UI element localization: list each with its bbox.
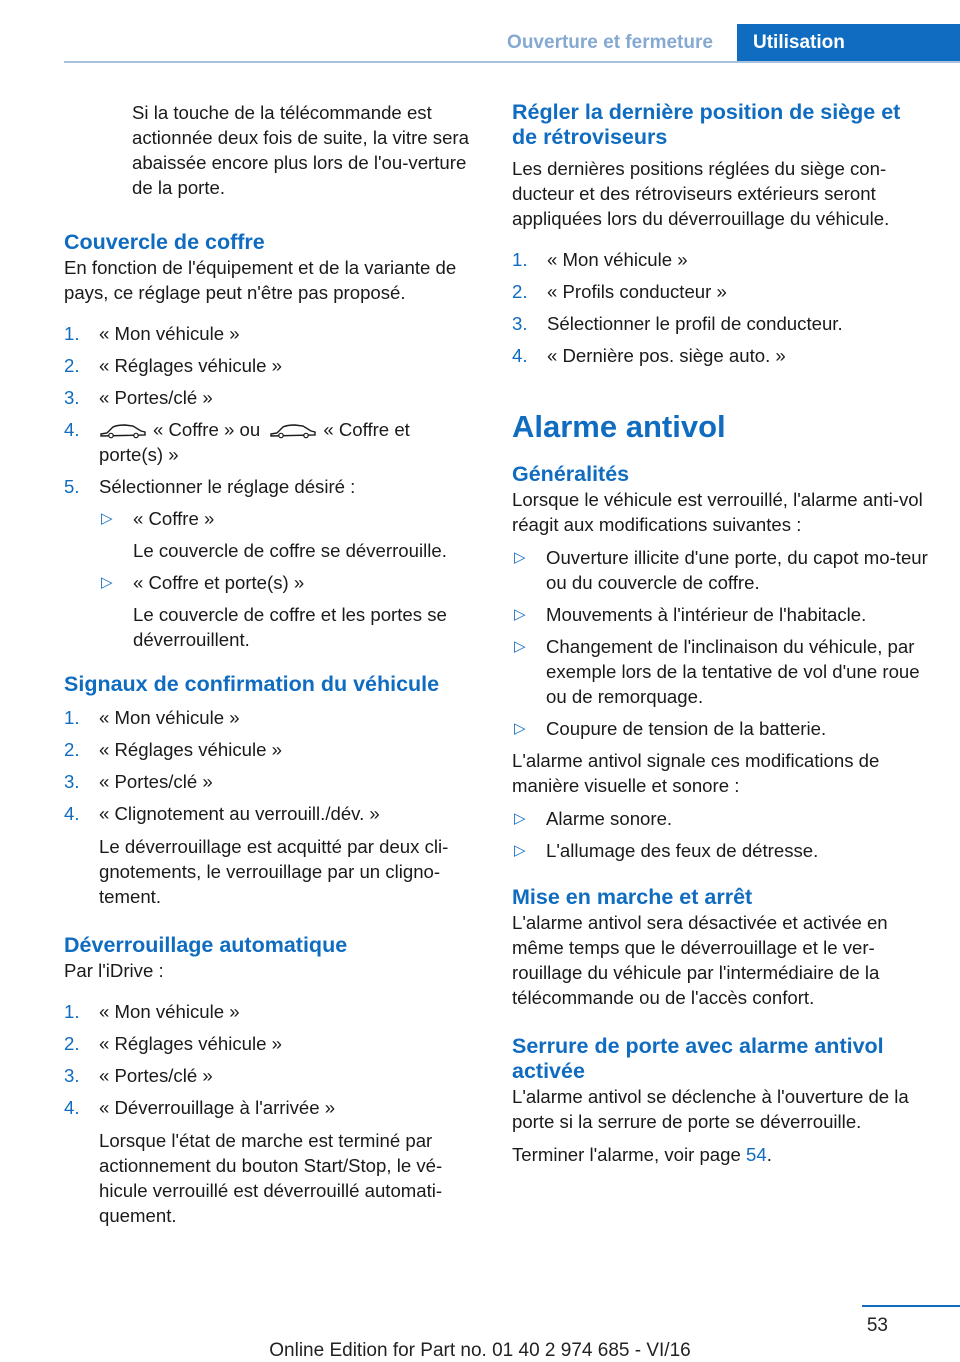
list-item: 2. « Réglages véhicule » bbox=[64, 739, 282, 760]
list-item: 1. « Mon véhicule » bbox=[64, 707, 240, 728]
header-section-title: Ouverture et fermeture bbox=[507, 32, 713, 53]
coffre-text: En fonction de l'équipement et de la variante de pays, ce réglage peut n'être pas proposé. bbox=[64, 257, 457, 303]
signaux-steps bbox=[64, 705, 476, 909]
heading-regler-position: Régler la dernière position de siège et de rétroviseurs bbox=[512, 100, 901, 149]
left-column bbox=[64, 100, 476, 1235]
bullet-triangle-icon: ▷ bbox=[514, 720, 526, 737]
list-item: ▷ « Coffre » Le couvercle de coffre se déverrouille. bbox=[101, 508, 447, 561]
coffre-steps bbox=[64, 321, 476, 652]
list-item: ▷ Coupure de tension de la batterie. bbox=[514, 718, 827, 739]
bullet-triangle-icon: ▷ bbox=[514, 842, 526, 859]
list-item: 3. Sélectionner le profil de conducteur. bbox=[512, 313, 843, 334]
list-item: 2. « Réglages véhicule » bbox=[64, 1033, 282, 1054]
right-column bbox=[512, 100, 928, 1175]
list-item: ▷ Alarme sonore. bbox=[514, 808, 673, 829]
list-item: 3. « Portes/clé » bbox=[64, 387, 213, 408]
list-item: 4. « Dernière pos. siège auto. » bbox=[512, 345, 786, 366]
signal-text: L'alarme antivol signale ces modifications de manière visuelle et sonore : bbox=[512, 750, 880, 796]
regler-steps bbox=[512, 247, 928, 368]
list-item: 4. « Coffre » ou « Coffre et porte(s) » bbox=[64, 419, 410, 465]
regler-text: Les dernières positions réglées du siège con-ducteur et des rétroviseurs extérieurs seront appliquées lors du déverrouillage du véhicule. bbox=[512, 158, 890, 229]
heading-serrure: Serrure de porte avec alarme antivol activée bbox=[512, 1034, 884, 1083]
bullet-triangle-icon: ▷ bbox=[101, 574, 113, 591]
generalites-list bbox=[512, 545, 928, 741]
list-item: 3. « Portes/clé » bbox=[64, 771, 213, 792]
signaux-note: Le déverrouillage est acquitté par deux cli-gnotements, le verrouillage par un cligno-tement. bbox=[99, 836, 449, 907]
list-item: 4. « Clignotement au verrouill./dév. » Le déverrouillage est acquitté par deux cli-gnotements, le verrouillage par un cligno-tement. bbox=[64, 801, 476, 909]
list-item: ▷ Mouvements à l'intérieur de l'habitacle. bbox=[514, 604, 867, 625]
signal-list bbox=[512, 806, 928, 863]
car-icon bbox=[99, 420, 147, 440]
list-item: 1. « Mon véhicule » bbox=[512, 249, 688, 270]
auto-steps bbox=[64, 999, 476, 1228]
heading-deverrouillage-auto: Déverrouillage automatique bbox=[64, 933, 348, 957]
header-tab-utilisation[interactable]: Utilisation bbox=[737, 24, 960, 63]
heading-alarme-antivol: Alarme antivol bbox=[512, 409, 726, 444]
list-item: 3. « Portes/clé » bbox=[64, 1065, 213, 1086]
car-icon bbox=[269, 420, 317, 440]
list-item: 4. « Déverrouillage à l'arrivée » Lorsque l'état de marche est terminé par actionnement du bouton Start/Stop, le vé-hicule verrouillé est déverrouillé automati-quement. bbox=[64, 1095, 476, 1228]
bullet-triangle-icon: ▷ bbox=[101, 510, 113, 527]
serrure-text: L'alarme antivol se déclenche à l'ouverture de la porte si la serrure de porte se déverrouille. bbox=[512, 1086, 909, 1132]
list-item: 1. « Mon véhicule » bbox=[64, 1001, 240, 1022]
page-number: 53 bbox=[866, 1315, 888, 1336]
bullet-triangle-icon: ▷ bbox=[514, 549, 526, 566]
list-item: ▷ Changement de l'inclinaison du véhicule, par exemple lors de la tentative de vol d'une roue ou de remorquage. bbox=[514, 636, 920, 707]
auto-note: Lorsque l'état de marche est terminé par actionnement du bouton Start/Stop, le vé-hicule verrouillé est déverrouillé automati-quement. bbox=[99, 1130, 443, 1226]
heading-couvercle-coffre: Couvercle de coffre bbox=[64, 230, 265, 254]
bullet-triangle-icon: ▷ bbox=[514, 810, 526, 827]
list-item: 5. Sélectionner le réglage désiré : ▷ « Coffre » Le couvercle de coffre se déverrouille. ▷ « Coffre et porte(s) » Le couvercle de coffre et les portes se déverrouillent. bbox=[64, 474, 476, 652]
heading-signaux: Signaux de confirmation du véhicule bbox=[64, 672, 440, 696]
page-number-rule bbox=[862, 1305, 960, 1307]
marche-text: L'alarme antivol sera désactivée et activée en même temps que le déverrouillage et le ver-rouillage du véhicule par l'intermédiaire de la télécommande ou de l'accès confort. bbox=[512, 912, 888, 1008]
heading-mise-en-marche: Mise en marche et arrêt bbox=[512, 885, 753, 909]
generalites-text: Lorsque le véhicule est verrouillé, l'alarme anti-vol réagit aux modifications suivantes : bbox=[512, 489, 923, 535]
footer-edition: Online Edition for Part no. 01 40 2 974 685 - VI/16 bbox=[269, 1340, 691, 1361]
bullet-triangle-icon: ▷ bbox=[514, 606, 526, 623]
list-item: ▷ Ouverture illicite d'une porte, du capot mo-teur ou du couvercle de coffre. bbox=[514, 547, 928, 593]
coffre-options bbox=[99, 506, 476, 652]
list-item: 1. « Mon véhicule » bbox=[64, 323, 240, 344]
list-item: 2. « Réglages véhicule » bbox=[64, 355, 282, 376]
auto-text: Par l'iDrive : bbox=[64, 960, 164, 981]
list-item: ▷ L'allumage des feux de détresse. bbox=[514, 840, 819, 861]
intro-paragraph: Si la touche de la télécommande est actionnée deux fois de suite, la vitre sera abaissée encore plus lors de l'ou-verture de la porte. bbox=[132, 102, 469, 198]
terminer-text: Terminer l'alarme, voir page 54. bbox=[512, 1144, 772, 1165]
list-item: 2. « Profils conducteur » bbox=[512, 281, 727, 302]
header-rule bbox=[64, 61, 960, 63]
page-link[interactable]: 54 bbox=[746, 1144, 767, 1165]
bullet-triangle-icon: ▷ bbox=[514, 638, 526, 655]
list-item: ▷ « Coffre et porte(s) » Le couvercle de coffre et les portes se déverrouillent. bbox=[101, 572, 447, 650]
heading-generalites: Généralités bbox=[512, 462, 630, 486]
